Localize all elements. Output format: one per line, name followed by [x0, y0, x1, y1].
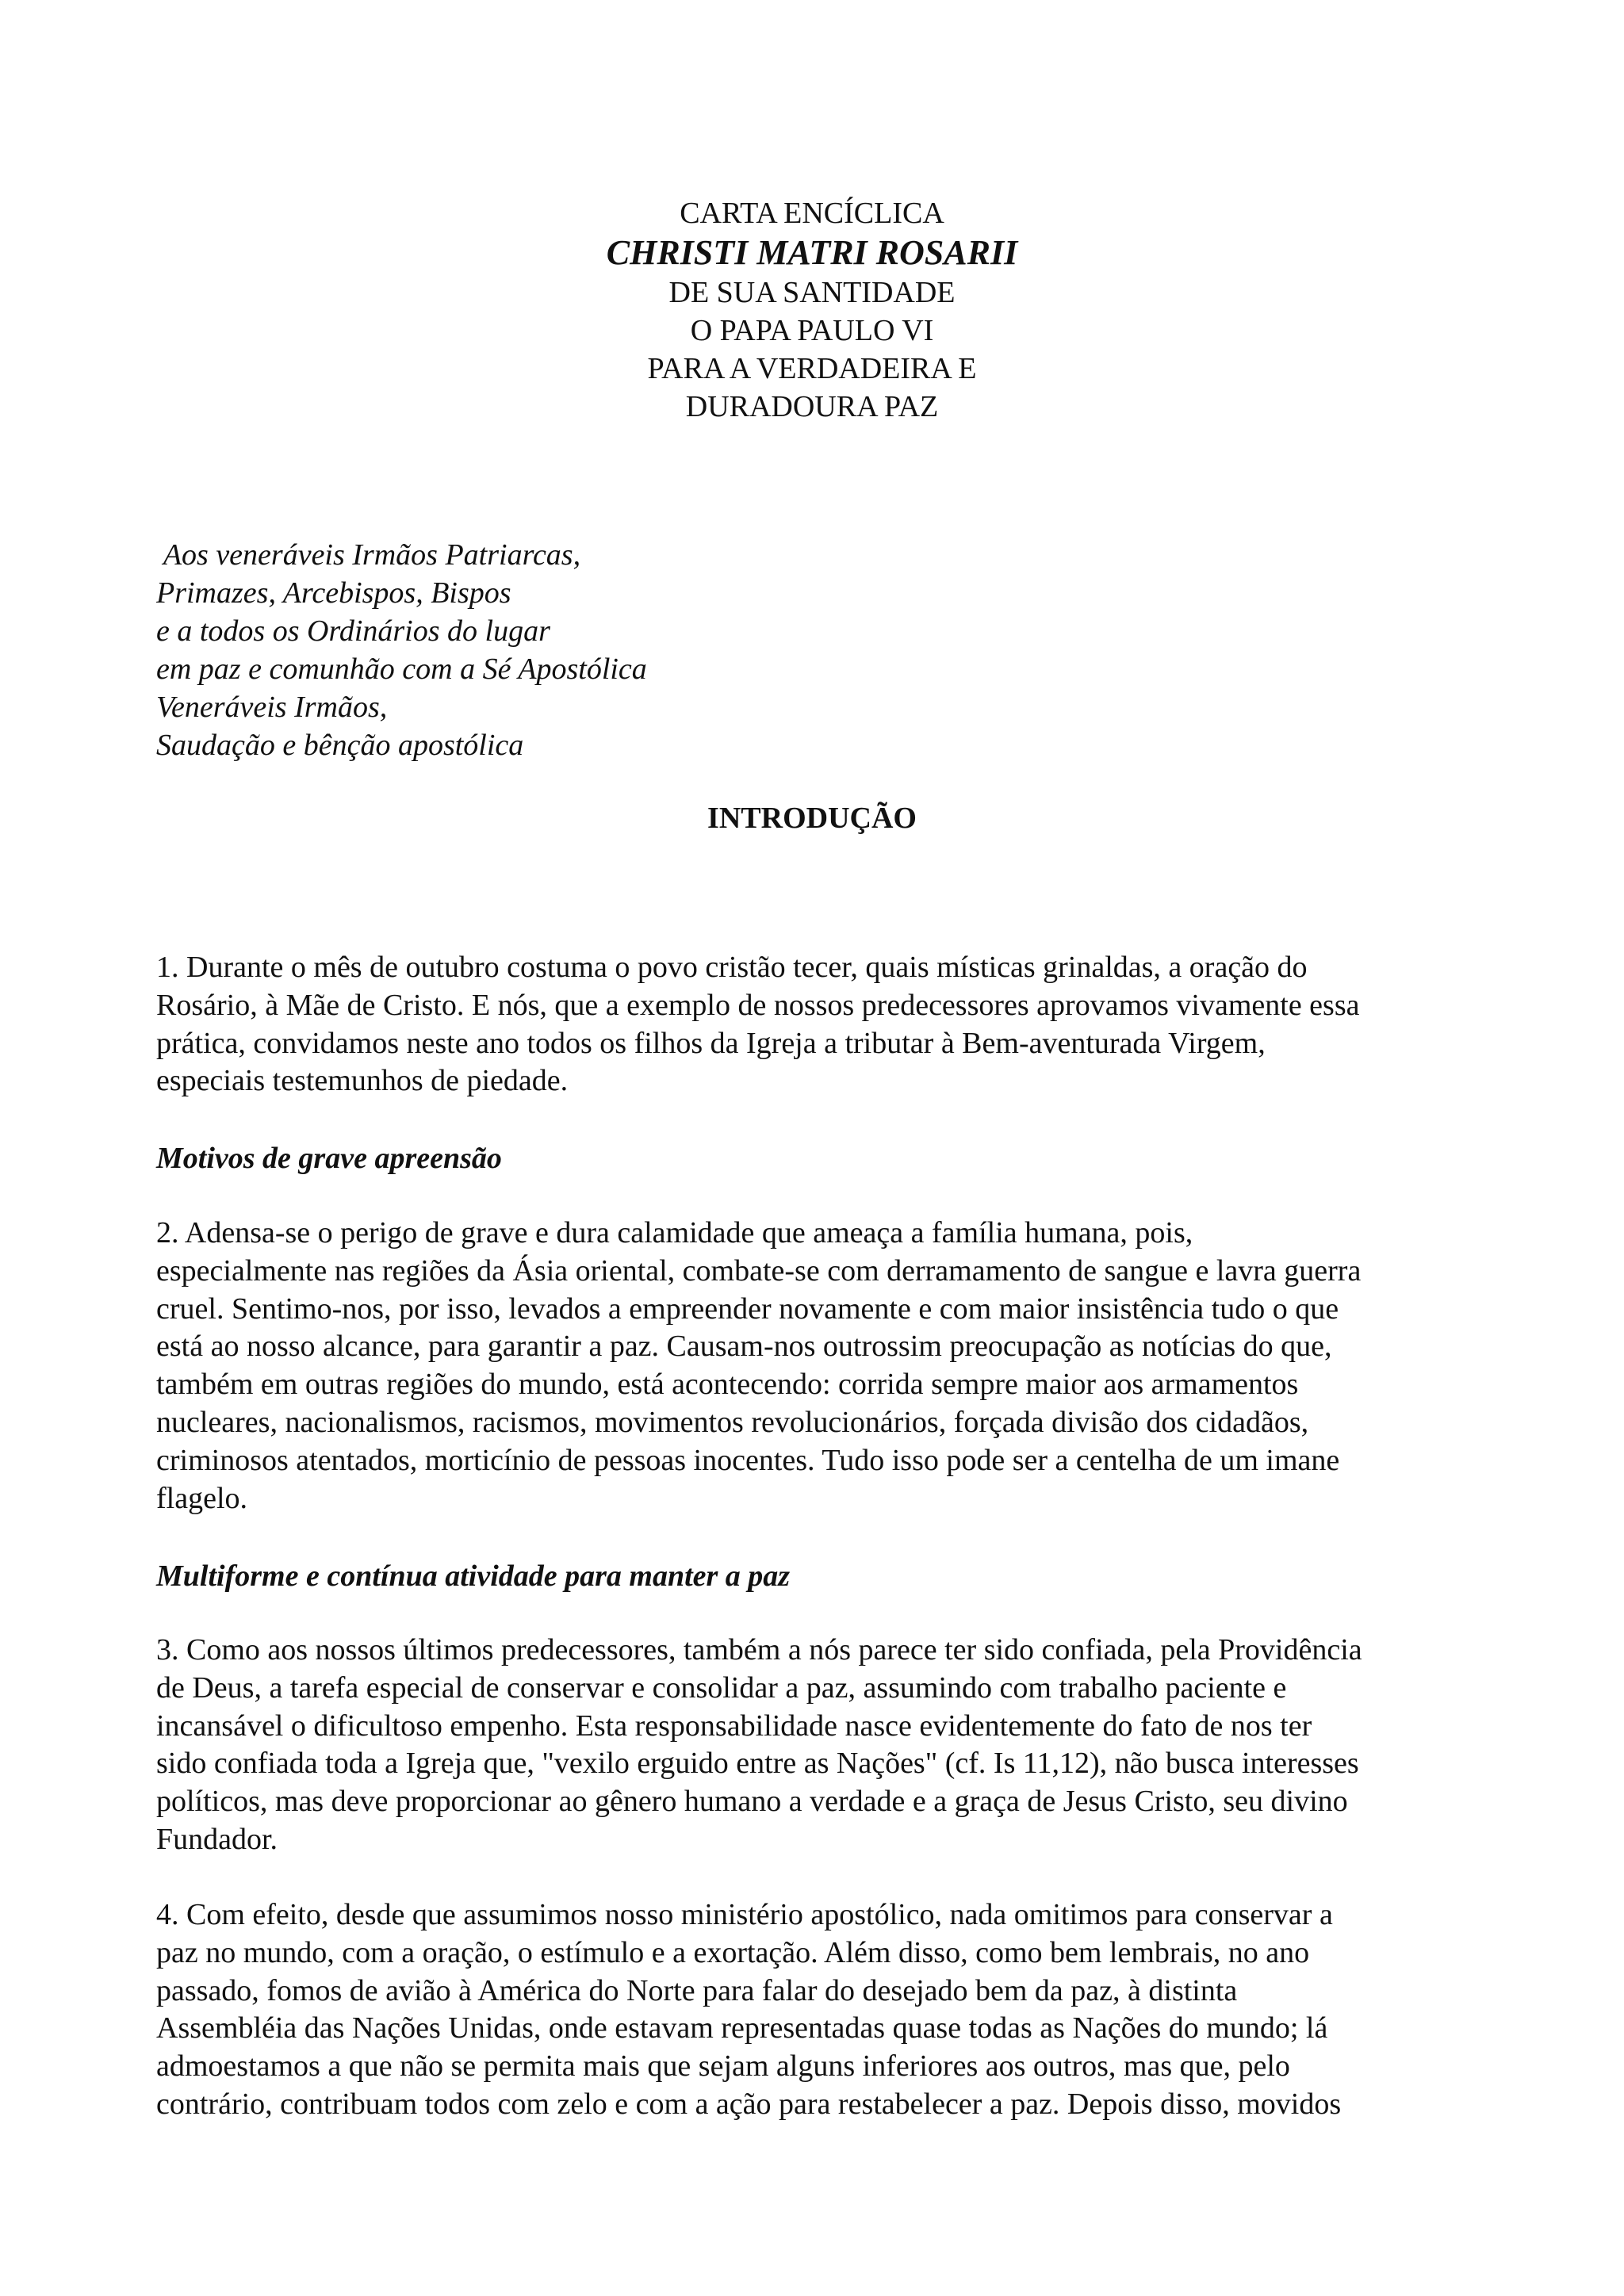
salutation-block — [156, 536, 647, 764]
paragraph-line: especialmente nas regiões da Ásia oriental, combate-se com derramamento de sangue e lavra guerra — [156, 1253, 1362, 1288]
paragraph-line: sido confiada toda a Igreja que, "vexilo erguido entre as Nações" (cf. Is 11,12), não busca interesses — [156, 1747, 1359, 1781]
title-line-document-type: CARTA ENCÍCLICA — [680, 197, 944, 230]
paragraph-1 — [156, 949, 1488, 1100]
salutation-line: e a todos os Ordinários do lugar — [156, 614, 550, 648]
paragraph-3 — [156, 1632, 1488, 1859]
paragraph-line: políticos, mas deve proporcionar ao gênero humano a verdade e a graça de Jesus Cristo, seu divino — [156, 1785, 1348, 1819]
section-heading-apprehension: Motivos de grave apreensão — [156, 1142, 502, 1175]
salutation-line: Primazes, Arcebispos, Bispos — [156, 576, 511, 610]
paragraph-4 — [156, 1896, 1488, 2124]
paragraph-line: também em outras regiões do mundo, está acontecendo: corrida sempre maior aos armamentos — [156, 1368, 1299, 1402]
salutation-line: Veneráveis Irmãos, — [156, 691, 388, 724]
paragraph-line: nucleares, nacionalismos, racismos, movimentos revolucionários, forçada divisão dos cidadãos, — [156, 1405, 1309, 1439]
paragraph-line: 4. Com efeito, desde que assumimos nosso ministério apostólico, nada omitimos para conservar a — [156, 1898, 1333, 1931]
paragraph-line: 1. Durante o mês de outubro costuma o povo cristão tecer, quais místicas grinaldas, a oração do — [156, 951, 1308, 984]
paragraph-line: 3. Como aos nossos últimos predecessores, também a nós parece ter sido confiada, pela Providência — [156, 1633, 1362, 1667]
introduction-heading: INTRODUÇÃO — [707, 802, 917, 835]
title-line-author-1: DE SUA SANTIDADE — [668, 276, 956, 309]
paragraph-line: contrário, contribuam todos com zelo e com a ação para restabelecer a paz. Depois disso, movidos — [156, 2087, 1342, 2121]
paragraph-line: admoestamos a que não se permita mais que sejam alguns inferiores aos outros, mas que, pelo — [156, 2049, 1290, 2084]
encyclical-title-block — [0, 194, 1624, 426]
section-heading-peace-activity: Multiforme e contínua atividade para manter a paz — [156, 1559, 791, 1593]
title-line-author-2: O PAPA PAULO VI — [690, 314, 934, 347]
paragraph-line: Fundador. — [156, 1822, 278, 1856]
paragraph-line: de Deus, a tarefa especial de conservar e consolidar a paz, assumindo com trabalho paciente e — [156, 1670, 1287, 1705]
title-line-subject-2: DURADOURA PAZ — [685, 390, 939, 423]
paragraph-line: prática, convidamos neste ano todos os filhos da Igreja a tributar à Bem-aventurada Virgem, — [156, 1026, 1266, 1060]
paragraph-line: passado, fomos de avião à América do Norte para falar do desejado bem da paz, à distinta — [156, 1973, 1238, 2007]
paragraph-line: incansável o dificultoso empenho. Esta responsabilidade nasce evidentemente do fato de nos ter — [156, 1709, 1312, 1743]
paragraph-line: cruel. Sentimo-nos, por isso, levados a empreender novamente e com maior insistência tudo o que — [156, 1292, 1339, 1326]
paragraph-line: especiais testemunhos de piedade. — [156, 1064, 569, 1098]
salutation-line: Aos veneráveis Irmãos Patriarcas, — [156, 538, 581, 572]
encyclical-main-title: CHRISTI MATRI ROSARII — [606, 233, 1018, 272]
paragraph-line: flagelo. — [156, 1481, 248, 1515]
paragraph-2 — [156, 1215, 1488, 1517]
salutation-line: Saudação e bênção apostólica — [156, 729, 524, 762]
title-line-subject-1: PARA A VERDADEIRA E — [647, 352, 977, 385]
paragraph-line: Rosário, à Mãe de Cristo. E nós, que a exemplo de nossos predecessores aprovamos vivamente essa — [156, 988, 1360, 1022]
paragraph-line: criminosos atentados, morticínio de pessoas inocentes. Tudo isso pode ser a centelha de um imane — [156, 1443, 1340, 1477]
paragraph-line: paz no mundo, com a oração, o estímulo e a exortação. Além disso, como bem lembrais, no ano — [156, 1935, 1310, 1969]
salutation-line: em paz e comunhão com a Sé Apostólica — [156, 652, 647, 686]
paragraph-line: Assembléia das Nações Unidas, onde estavam representadas quase todas as Nações do mundo; lá — [156, 2011, 1328, 2045]
paragraph-line: está ao nosso alcance, para garantir a paz. Causam-nos outrossim preocupação as notícias do que, — [156, 1330, 1332, 1364]
paragraph-line: 2. Adensa-se o perigo de grave e dura calamidade que ameaça a família humana, pois, — [156, 1216, 1193, 1249]
